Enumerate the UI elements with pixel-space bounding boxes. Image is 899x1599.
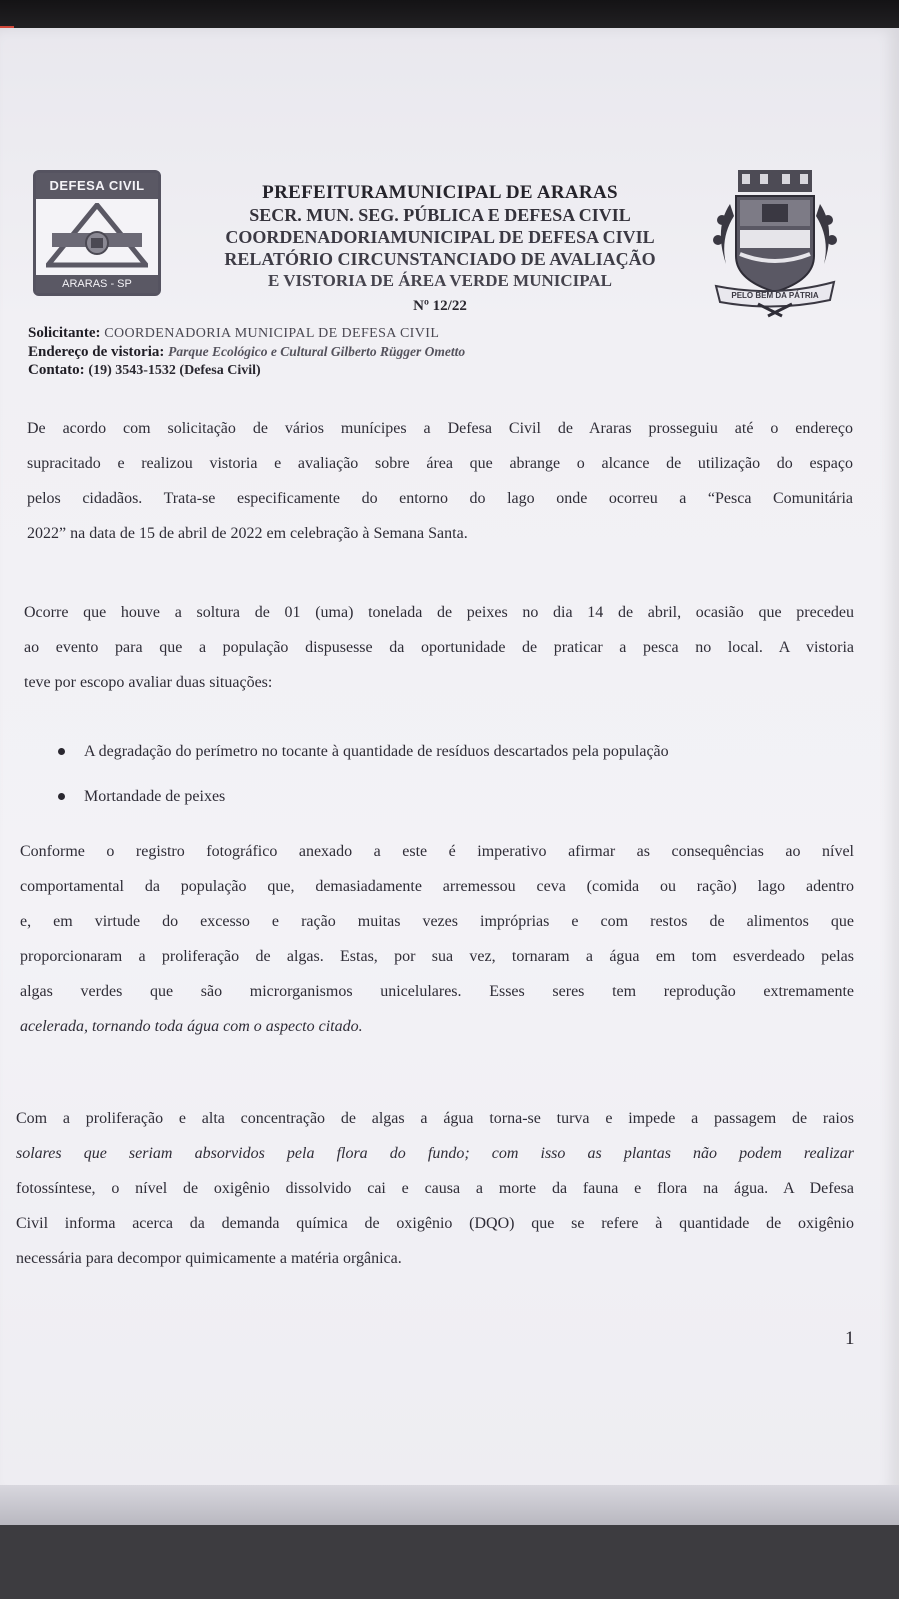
paragraph-line: Conforme o registro fotográfico anexado a este é imperativo afirmar as consequências ao nível <box>20 843 854 860</box>
page-number: 1 <box>845 1328 855 1349</box>
report-number: Nº 12/22 <box>413 298 467 314</box>
header-report-subtitle: E VISTORIA DE ÁREA VERDE MUNICIPAL <box>267 271 612 290</box>
paragraph-oxygen <box>16 1101 854 1276</box>
paragraph-line: fotossíntese, o nível de oxigênio dissolvido cai e causa a morte da fauna e flora na água. A Defesa <box>16 1180 854 1197</box>
defesa-civil-logo-city: ARARAS - SP <box>36 275 158 293</box>
solicitante-label: Solicitante: <box>28 325 101 341</box>
civil-defense-emblem-icon <box>46 203 148 269</box>
paragraph-line: comportamental da população que, demasiadamente arremessou ceva (comida ou ração) lago adentro <box>20 878 854 895</box>
paragraph-line: 2022” na data de 15 de abril de 2022 em celebração à Semana Santa. <box>27 525 468 542</box>
araras-coat-of-arms <box>710 168 840 318</box>
contato-row <box>28 361 748 380</box>
paragraph-line: algas verdes que são microrganismos unicelulares. Esses seres tem reprodução extremamente <box>20 983 854 1000</box>
paragraph-line: Ocorre que houve a soltura de 01 (uma) tonelada de peixes no dia 14 de abril, ocasião que precedeu <box>24 604 854 621</box>
endereco-row <box>28 343 748 361</box>
paragraph-line: solares que seriam absorvidos pela flora do fundo; com isso as plantas não podem realizar <box>16 1145 854 1162</box>
header-report-title: RELATÓRIO CIRCUNSTANCIADO DE AVALIAÇÃO <box>224 249 656 269</box>
contato-label: Contato: <box>28 362 85 378</box>
paragraph-line: supracitado e realizou vistoria e avaliação sobre área que abrange o alcance de utilização do espaço <box>27 455 853 472</box>
coat-of-arms-motto: PELO BEM DA PÁTRIA <box>731 291 819 300</box>
solicitante-row <box>28 324 748 343</box>
paragraph-line: acelerada, tornando toda água com o aspecto citado. <box>20 1018 363 1035</box>
paragraph-algae <box>20 834 854 1044</box>
paragraph-line: proporcionaram a proliferação de algas. Estas, por sua vez, tornaram a água em tom esverdeado pelas <box>20 948 854 965</box>
endereco-value: Parque Ecológico e Cultural Gilberto Rügger Ometto <box>168 344 466 359</box>
paragraph-line: De acordo com solicitação de vários munícipes a Defesa Civil de Araras prosseguiu até o endereço <box>27 420 853 437</box>
paragraph-line: Com a proliferação e alta concentração de algas a água torna-se turva e impede a passagem de raios <box>16 1110 854 1127</box>
coat-of-arms-icon <box>710 168 840 318</box>
list-item: A degradação do perímetro no tocante à quantidade de resíduos descartados pela população <box>52 734 852 770</box>
paragraph-fish-release <box>24 595 854 700</box>
paragraph-line: necessária para decompor quimicamente a matéria orgânica. <box>16 1250 402 1267</box>
page-stack-edge <box>0 1485 899 1525</box>
list-item: Mortandade de peixes <box>52 779 852 815</box>
paragraph-line: pelos cidadãos. Trata-se especificamente do entorno do lago onde ocorreu a “Pesca Comunitária <box>27 490 853 507</box>
paragraph-line: teve por escopo avaliar duas situações: <box>24 674 273 691</box>
paragraph-context <box>27 411 853 551</box>
solicitante-value: COORDENADORIA MUNICIPAL DE DEFESA CIVIL <box>104 326 440 341</box>
paragraph-line: e, em virtude do excesso e ração muitas vezes impróprias e com restos de alimentos que <box>20 913 854 930</box>
table-surface <box>0 1525 899 1599</box>
document-page <box>0 28 899 1496</box>
report-meta <box>28 324 748 380</box>
header-secretaria: SECR. MUN. SEG. PÚBLICA E DEFESA CIVIL <box>249 205 631 225</box>
defesa-civil-logo <box>33 170 161 296</box>
bullet-list <box>52 734 852 824</box>
contato-value: (19) 3543-1532 (Defesa Civil) <box>88 363 261 378</box>
paragraph-line: ao evento para que a população dispusesse da oportunidade de praticar a pesca no local. A vistoria <box>24 639 854 656</box>
defesa-civil-logo-title: DEFESA CIVIL <box>36 173 158 199</box>
endereco-label: Endereço de vistoria: <box>28 344 165 360</box>
paragraph-line: Civil informa acerca da demanda química de oxigênio (DQO) que se refere à quantidade de oxigênio <box>16 1215 854 1232</box>
header-prefeitura: PREFEITURAMUNICIPAL DE ARARAS <box>262 182 618 203</box>
document-header <box>160 182 720 317</box>
header-coordenadoria: COORDENADORIAMUNICIPAL DE DEFESA CIVIL <box>225 227 655 247</box>
